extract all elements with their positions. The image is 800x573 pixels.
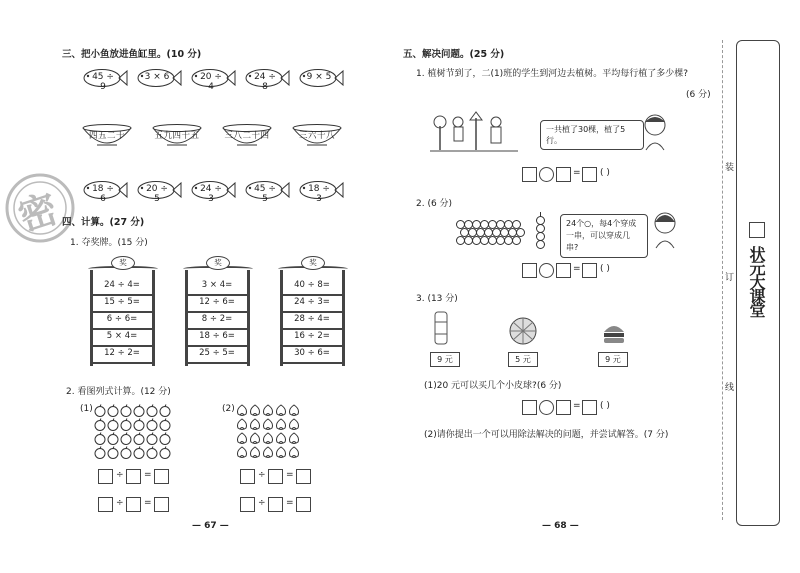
apple-icon bbox=[120, 404, 132, 417]
q1-text: 1. 植树节到了，二(1)班的学生到河边去植树。平均每行植了多少棵? bbox=[416, 69, 688, 79]
ladder-rung-equation[interactable]: 28 ÷ 4= bbox=[282, 312, 342, 330]
answer-box[interactable] bbox=[240, 497, 255, 512]
peach-icon bbox=[236, 404, 248, 417]
price-tag-1: 9 元 bbox=[430, 352, 460, 367]
fish-item[interactable] bbox=[242, 68, 290, 92]
peach-icon bbox=[262, 418, 274, 431]
apple-icon bbox=[146, 418, 158, 431]
medal-ladder bbox=[183, 256, 253, 368]
apple-icon bbox=[133, 432, 145, 445]
answer-box[interactable] bbox=[268, 469, 283, 484]
section5-title: 五、解决问题。(25 分) bbox=[403, 49, 505, 60]
margin-label-2: 订 bbox=[725, 273, 735, 283]
equals-sign: = bbox=[573, 168, 581, 178]
answer-box[interactable] bbox=[582, 167, 597, 182]
answer-box[interactable] bbox=[296, 469, 311, 484]
ladder-rung-equation[interactable]: 3 × 4= bbox=[187, 278, 247, 296]
rubber-ball-icon bbox=[508, 316, 538, 346]
peach-icon bbox=[236, 432, 248, 445]
apple-icon bbox=[120, 446, 132, 459]
peach-icon bbox=[288, 418, 300, 431]
apple-icon bbox=[146, 432, 158, 445]
unit-parentheses: ( ) bbox=[600, 401, 610, 411]
apple-icon bbox=[159, 432, 171, 445]
equals-sign: = bbox=[573, 401, 581, 411]
fish-item[interactable] bbox=[134, 180, 182, 204]
peach-icon bbox=[275, 446, 287, 459]
answer-box[interactable] bbox=[154, 469, 169, 484]
apple-icon bbox=[120, 418, 132, 431]
peach-icon bbox=[249, 446, 261, 459]
division-sign: ÷ bbox=[116, 498, 124, 508]
equals-sign: = bbox=[144, 470, 152, 480]
q1-speech-bubble: 一共植了30棵，植了5行。 bbox=[540, 120, 644, 150]
apple-icon bbox=[94, 432, 106, 445]
award-badge: 奖 bbox=[206, 256, 230, 270]
answer-box[interactable] bbox=[522, 263, 537, 278]
apple-icon bbox=[107, 446, 119, 459]
peach-icon bbox=[288, 432, 300, 445]
peach-icon bbox=[236, 446, 248, 459]
bead-icon bbox=[512, 236, 521, 245]
apple-icon bbox=[159, 404, 171, 417]
equals-sign: = bbox=[286, 470, 294, 480]
fish-bowl[interactable] bbox=[292, 124, 342, 148]
page-number-right: — 68 — bbox=[542, 521, 579, 531]
fish-item[interactable] bbox=[188, 180, 236, 204]
operator-circle[interactable] bbox=[539, 167, 554, 182]
apple-icon bbox=[107, 404, 119, 417]
q3-sub2: (2)请你提出一个可以用除法解决的问题，并尝试解答。(7 分) bbox=[424, 430, 669, 440]
shuttlecock-tube-icon bbox=[432, 310, 450, 346]
binding-line bbox=[722, 40, 724, 520]
apple-icon bbox=[94, 418, 106, 431]
q2-title: 2. 看图列式计算。(12 分) bbox=[66, 387, 171, 397]
apple-icon bbox=[107, 432, 119, 445]
q2-text: 2. (6 分) bbox=[416, 199, 453, 209]
ladder-rail-right bbox=[152, 270, 155, 366]
apple-icon bbox=[146, 446, 158, 459]
q3-sub1: (1)20 元可以买几个小皮球?(6 分) bbox=[424, 381, 562, 391]
fish-expression: 18 ÷ 6 bbox=[92, 184, 114, 204]
operator-circle[interactable] bbox=[539, 263, 554, 278]
apple-icon bbox=[94, 446, 106, 459]
p2-label: (2) bbox=[222, 404, 235, 414]
bowl-label: 五九四十五 bbox=[154, 131, 200, 141]
peach-icon bbox=[275, 404, 287, 417]
stamp-text: 密 bbox=[13, 186, 63, 240]
peach-icon bbox=[262, 404, 274, 417]
division-sign: ÷ bbox=[258, 470, 266, 480]
apple-icon bbox=[107, 418, 119, 431]
peach-icon bbox=[236, 418, 248, 431]
division-sign: ÷ bbox=[258, 498, 266, 508]
fish-item[interactable] bbox=[296, 68, 344, 88]
fish-item[interactable] bbox=[80, 68, 128, 92]
fish-expression: 45 ÷ 5 bbox=[254, 184, 276, 204]
apple-icon bbox=[133, 404, 145, 417]
unit-parentheses: ( ) bbox=[600, 168, 610, 178]
page-number-left: — 67 — bbox=[192, 521, 229, 531]
apple-icon bbox=[159, 446, 171, 459]
answer-box[interactable] bbox=[154, 497, 169, 512]
ladder-rung-equation[interactable]: 24 ÷ 4= bbox=[92, 278, 152, 296]
answer-box[interactable] bbox=[296, 497, 311, 512]
secret-stamp bbox=[4, 172, 76, 244]
operator-circle[interactable] bbox=[539, 400, 554, 415]
equals-sign: = bbox=[286, 498, 294, 508]
brand-logo-icon bbox=[749, 222, 765, 238]
peach-icon bbox=[249, 432, 261, 445]
fish-expression: 3 × 6 bbox=[144, 72, 170, 82]
ladder-rung-equation[interactable]: 5 × 4= bbox=[92, 329, 152, 347]
equals-sign: = bbox=[144, 498, 152, 508]
fish-expression: 20 ÷ 5 bbox=[146, 184, 168, 204]
peach-icon bbox=[275, 418, 287, 431]
answer-box[interactable] bbox=[556, 400, 571, 415]
answer-box[interactable] bbox=[556, 167, 571, 182]
answer-box[interactable] bbox=[268, 497, 283, 512]
equals-sign: = bbox=[573, 264, 581, 274]
price-tag-2: 5 元 bbox=[508, 352, 538, 367]
fish-item[interactable] bbox=[242, 180, 290, 204]
fish-bowl[interactable] bbox=[222, 124, 272, 148]
section3-title: 三、把小鱼放进鱼缸里。(10 分) bbox=[62, 49, 202, 60]
section4-title: 四、计算。(27 分) bbox=[62, 217, 145, 228]
fish-item[interactable] bbox=[134, 68, 182, 88]
ladder-rung-equation[interactable]: 25 ÷ 5= bbox=[187, 346, 247, 364]
fish-expression: 45 ÷ 9 bbox=[92, 72, 114, 92]
q1-score: (6 分) bbox=[686, 90, 711, 100]
medal-ladder bbox=[88, 256, 158, 368]
answer-box[interactable] bbox=[126, 469, 141, 484]
bowl-label: 三八二十四 bbox=[224, 131, 270, 141]
ladder-rung-equation[interactable]: 24 ÷ 3= bbox=[282, 295, 342, 313]
peach-icon bbox=[262, 432, 274, 445]
ladder-rung-equation[interactable]: 16 ÷ 2= bbox=[282, 329, 342, 347]
fish-item[interactable] bbox=[296, 180, 344, 204]
fish-expression: 20 ÷ 4 bbox=[200, 72, 222, 92]
bowl-label: 四五二十 bbox=[88, 131, 125, 141]
boy-avatar bbox=[640, 112, 670, 152]
girl-avatar bbox=[650, 210, 680, 250]
apple-icon bbox=[133, 446, 145, 459]
burger-icon bbox=[602, 322, 626, 346]
peach-icon bbox=[275, 432, 287, 445]
ladder-rung-equation[interactable]: 8 ÷ 2= bbox=[187, 312, 247, 330]
ladder-rung-equation[interactable]: 12 ÷ 2= bbox=[92, 346, 152, 364]
ladder-rung-equation[interactable]: 12 ÷ 6= bbox=[187, 295, 247, 313]
answer-box[interactable] bbox=[126, 497, 141, 512]
apple-icon bbox=[120, 432, 132, 445]
answer-box[interactable] bbox=[240, 469, 255, 484]
answer-box[interactable] bbox=[98, 469, 113, 484]
strung-bead-icon bbox=[536, 240, 545, 249]
ladder-rung-equation[interactable]: 40 ÷ 8= bbox=[282, 278, 342, 296]
q2-speech-bubble: 24个○，每4个穿成一串，可以穿成几串? bbox=[560, 214, 648, 258]
apple-icon bbox=[146, 404, 158, 417]
fish-expression: 24 ÷ 3 bbox=[200, 184, 222, 204]
ladder-rail-right bbox=[342, 270, 345, 366]
award-badge: 奖 bbox=[111, 256, 135, 270]
margin-label-3: 线 bbox=[725, 383, 735, 393]
apple-icon bbox=[159, 418, 171, 431]
fish-bowl[interactable] bbox=[82, 124, 132, 148]
answer-box[interactable] bbox=[582, 400, 597, 415]
fish-bowl[interactable] bbox=[152, 124, 202, 148]
ladder-rung-equation[interactable]: 6 ÷ 6= bbox=[92, 312, 152, 330]
p1-label: (1) bbox=[80, 404, 93, 414]
answer-box[interactable] bbox=[582, 263, 597, 278]
answer-box[interactable] bbox=[522, 167, 537, 182]
fish-item[interactable] bbox=[80, 180, 128, 204]
answer-box[interactable] bbox=[522, 400, 537, 415]
q3-text: 3. (13 分) bbox=[416, 294, 458, 304]
peach-icon bbox=[288, 404, 300, 417]
margin-label-1: 装 bbox=[725, 163, 735, 173]
apple-icon bbox=[133, 418, 145, 431]
unit-parentheses: ( ) bbox=[600, 264, 610, 274]
ladder-rung-equation[interactable]: 15 ÷ 5= bbox=[92, 295, 152, 313]
peach-icon bbox=[288, 446, 300, 459]
price-tag-3: 9 元 bbox=[598, 352, 628, 367]
ladder-rung-equation[interactable]: 30 ÷ 6= bbox=[282, 346, 342, 364]
ladder-rung-equation[interactable]: 18 ÷ 6= bbox=[187, 329, 247, 347]
award-badge: 奖 bbox=[301, 256, 325, 270]
tree-planting-illustration bbox=[428, 108, 520, 154]
bowl-label: 三六十八 bbox=[298, 131, 335, 141]
apple-icon bbox=[94, 404, 106, 417]
peach-icon bbox=[249, 404, 261, 417]
medal-ladder bbox=[278, 256, 348, 368]
answer-box[interactable] bbox=[98, 497, 113, 512]
q1-title: 1. 夺奖牌。(15 分) bbox=[70, 238, 148, 248]
fish-expression: 24 ÷ 8 bbox=[254, 72, 276, 92]
fish-expression: 9 × 5 bbox=[306, 72, 332, 82]
brand-name: 状元大课堂 bbox=[747, 246, 766, 316]
answer-box[interactable] bbox=[556, 263, 571, 278]
division-sign: ÷ bbox=[116, 470, 124, 480]
fish-item[interactable] bbox=[188, 68, 236, 92]
peach-icon bbox=[262, 446, 274, 459]
fish-expression: 18 ÷ 3 bbox=[308, 184, 330, 204]
peach-icon bbox=[249, 418, 261, 431]
ladder-rail-right bbox=[247, 270, 250, 366]
